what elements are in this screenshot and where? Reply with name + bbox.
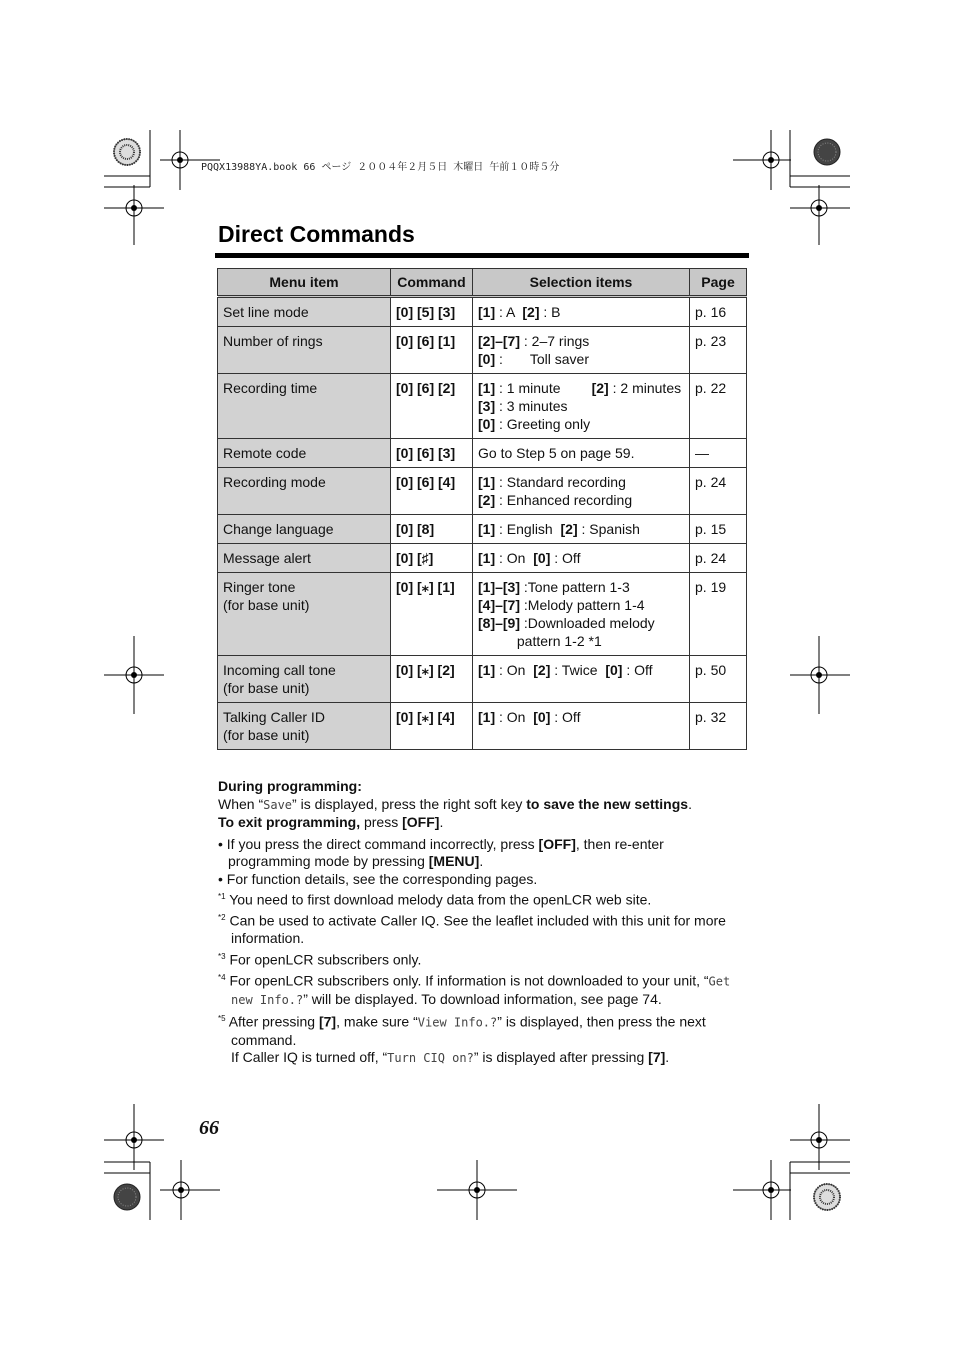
menu-item-cell	[218, 468, 391, 515]
command-cell: [0] [8]	[391, 515, 473, 544]
selection-cell	[473, 374, 690, 439]
page-ref-cell: —	[690, 439, 747, 468]
page-ref-cell: p. 19	[690, 573, 747, 656]
selection-line: [1]–[3] :Tone pattern 1-3	[478, 579, 630, 595]
command-cell: [0] [6] [2]	[391, 374, 473, 439]
selection-line: [3] : 3 minutes	[478, 398, 568, 414]
selection-line: Go to Step 5 on page 59.	[478, 445, 635, 461]
print-header: PQQX13988YA.book 66 ページ ２００４年２月５日 木曜日 午前１０時５分	[201, 162, 560, 173]
selection-cell	[473, 703, 690, 750]
menu-item-text: Number of rings	[223, 333, 323, 349]
selection-cell	[473, 468, 690, 515]
col-header-selection-items: Selection items	[473, 269, 690, 297]
selection-line: [1] : On [0] : Off	[478, 550, 581, 566]
selection-line: pattern 1-2 *1	[478, 633, 602, 649]
command-cell: [0] [⁎] [4]	[391, 703, 473, 750]
selection-cell	[473, 297, 690, 327]
direct-commands-table	[217, 268, 747, 750]
title-rule	[215, 253, 749, 258]
page-number: 66	[199, 1117, 219, 1139]
table-header-row	[218, 269, 747, 297]
page-ref-cell: p. 32	[690, 703, 747, 750]
selection-line: [0] : Toll saver	[478, 351, 590, 367]
selection-cell	[473, 656, 690, 703]
command-cell: [0] [5] [3]	[391, 297, 473, 327]
page-ref-cell: p. 23	[690, 327, 747, 374]
menu-item-cell	[218, 544, 391, 573]
menu-item-text: Talking Caller ID	[223, 709, 325, 725]
col-header-command: Command	[391, 269, 473, 297]
menu-item-cell	[218, 439, 391, 468]
selection-line: [2]–[7] : 2–7 rings	[478, 333, 590, 349]
menu-item-text: (for base unit)	[223, 597, 310, 613]
page-ref-cell: p. 22	[690, 374, 747, 439]
command-cell: [0] [6] [3]	[391, 439, 473, 468]
table-row	[218, 573, 747, 656]
command-cell: [0] [6] [1]	[391, 327, 473, 374]
selection-cell	[473, 573, 690, 656]
menu-item-text: Set line mode	[223, 304, 309, 320]
selection-cell	[473, 515, 690, 544]
footnote-3: $^{*3}$ For openLCR subscribers only.	[218, 951, 422, 968]
table-row	[218, 327, 747, 374]
menu-item-text: Remote code	[223, 445, 307, 461]
selection-line: [1] : A [2] : B	[478, 304, 561, 320]
menu-item-cell	[218, 515, 391, 544]
note-bullet-1: • If you press the direct command incorrectly, press [OFF], then re-enter programming mode by pressing [MENU].	[218, 835, 664, 869]
page-ref-cell: p. 24	[690, 468, 747, 515]
menu-item-text: Recording time	[223, 380, 318, 396]
col-header-page: Page	[690, 269, 747, 297]
page-title: Direct Commands	[218, 221, 415, 247]
selection-line: [1] : On [0] : Off	[478, 709, 581, 725]
selection-line: [2] : Enhanced recording	[478, 492, 633, 508]
footnote-5-line-2: If Caller IQ is turned off, “Turn CIQ on?” is displayed after pressing [7].	[231, 1049, 670, 1066]
page-ref-cell: p. 24	[690, 544, 747, 573]
selection-cell	[473, 544, 690, 573]
table-row	[218, 544, 747, 573]
command-cell: [0] [6] [4]	[391, 468, 473, 515]
footnote-4: $^{*4}$ For openLCR subscribers only. If information is not downloaded to your unit, “Get new Info.?” will be displayed. To download information, see page 74.	[218, 972, 731, 1008]
table-row	[218, 656, 747, 703]
table-row	[218, 374, 747, 439]
menu-item-text: Ringer tone	[223, 579, 296, 595]
notes-section	[218, 778, 748, 1068]
menu-item-cell	[218, 703, 391, 750]
selection-cell	[473, 327, 690, 374]
menu-item-text: Recording mode	[223, 474, 326, 490]
table-row	[218, 515, 747, 544]
during-programming-text: When “Save” is displayed, press the right soft key to save the new settings.	[218, 795, 692, 812]
selection-line: [8]–[9] :Downloaded melody	[478, 615, 655, 631]
during-programming-heading: During programming:	[218, 778, 362, 794]
page-ref-cell: p. 16	[690, 297, 747, 327]
menu-item-text: (for base unit)	[223, 727, 310, 743]
menu-item-cell	[218, 327, 391, 374]
selection-cell	[473, 439, 690, 468]
footnote-5: $^{*5}$ After pressing [7], make sure “View Info.?” is displayed, then press the next command.	[218, 1013, 706, 1048]
table-row	[218, 439, 747, 468]
selection-line: [1] : 1 minute [2] : 2 minutes	[478, 380, 682, 396]
menu-item-cell	[218, 297, 391, 327]
menu-item-cell	[218, 656, 391, 703]
menu-item-text: Incoming call tone	[223, 662, 336, 678]
menu-item-cell	[218, 374, 391, 439]
footnote-2: $^{*2}$ Can be used to activate Caller IQ. See the leaflet included with this unit for more information.	[218, 912, 726, 947]
exit-programming-text: To exit programming, press [OFF].	[218, 814, 444, 830]
selection-line: [1] : English [2] : Spanish	[478, 521, 640, 537]
menu-item-text: Change language	[223, 521, 334, 537]
table-row	[218, 468, 747, 515]
table-row	[218, 297, 747, 327]
page-ref-cell: p. 50	[690, 656, 747, 703]
menu-item-cell	[218, 573, 391, 656]
selection-line: [1] : On [2] : Twice [0] : Off	[478, 662, 653, 678]
selection-line: [0] : Greeting only	[478, 416, 591, 432]
col-header-menu-item: Menu item	[218, 269, 391, 297]
command-cell: [0] [♯]	[391, 544, 473, 573]
note-bullet-2: • For function details, see the corresponding pages.	[218, 870, 538, 887]
command-cell: [0] [⁎] [1]	[391, 573, 473, 656]
footnote-1: $^{*1}$ You need to first download melody data from the openLCR web site.	[218, 891, 652, 908]
command-cell: [0] [⁎] [2]	[391, 656, 473, 703]
menu-item-text: Message alert	[223, 550, 311, 566]
table-row	[218, 703, 747, 750]
selection-line: [1] : Standard recording	[478, 474, 626, 490]
selection-line: [4]–[7] :Melody pattern 1-4	[478, 597, 645, 613]
page-ref-cell: p. 15	[690, 515, 747, 544]
menu-item-text: (for base unit)	[223, 680, 310, 696]
